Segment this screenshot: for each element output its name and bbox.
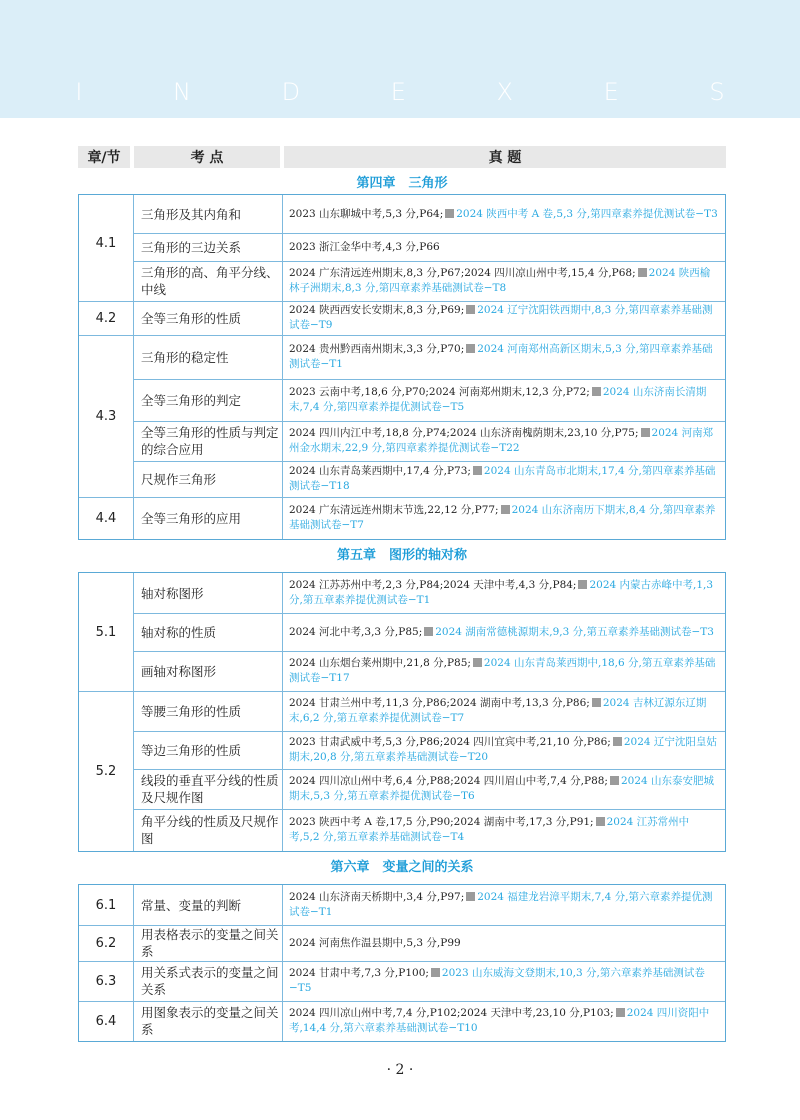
- chapter-title: 第五章 图形的轴对称: [336, 548, 467, 563]
- exam-plain: 2024 广东清远连州期末,8,3 分,P67;2024 四川凉山州中考,15,4 分,P68;: [289, 267, 636, 279]
- exam-cell: [283, 809, 725, 851]
- banner-letter: E: [390, 78, 406, 106]
- topic-cell: 全等三角形的性质与判定的综合应用: [133, 421, 283, 461]
- topic-cell: 用图象表示的变量之间关系: [133, 1001, 283, 1041]
- section-number: 6.3: [79, 961, 134, 1001]
- exam-link[interactable]: 2024 山东青岛莱西期中,18,6 分,第五章素养基础测试卷−T17: [289, 657, 716, 684]
- banner-letter: I: [75, 78, 83, 106]
- topic-cell: 常量、变量的判断: [133, 885, 283, 925]
- banner-letter: D: [281, 78, 301, 106]
- topic-cell: 三角形的三边关系: [133, 233, 283, 261]
- topic-cell: 三角形的稳定性: [133, 335, 283, 379]
- exam-plain: 2024 广东清远连州期末节选,22,12 分,P77;: [289, 504, 499, 516]
- exam-cell: [283, 195, 725, 233]
- topic-cell: 轴对称图形: [133, 573, 283, 613]
- table-header: [78, 146, 726, 168]
- topic-cell: 全等三角形的判定: [133, 379, 283, 421]
- exam-cell: [283, 613, 725, 651]
- tag-icon: [638, 268, 647, 277]
- exam-plain: 2024 山东青岛莱西期中,17,4 分,P73;: [289, 465, 471, 477]
- banner-letter: S: [709, 78, 725, 106]
- topic-cell: 全等三角形的应用: [133, 497, 283, 539]
- section-number: 6.1: [79, 885, 134, 925]
- tag-icon: [641, 428, 650, 437]
- exam-plain: 2023 陕西中考 A 卷,17,5 分,P90;2024 湖南中考,17,3 分,P91;: [289, 816, 594, 828]
- exam-link[interactable]: 2024 山东济南历下期末,8,4 分,第四章素养基础测试卷−T7: [289, 504, 716, 531]
- banner-letter: E: [603, 78, 619, 106]
- exam-link[interactable]: 2024 内蒙古赤峰中考,1,3 分,第五章素养提优测试卷−T1: [289, 579, 714, 606]
- exam-link[interactable]: 2024 山东泰安肥城期末,5,3 分,第五章素养提优测试卷−T6: [289, 775, 715, 802]
- exam-cell: [283, 769, 725, 809]
- header-section: 章/节: [78, 146, 130, 168]
- exam-plain: 2024 陕西西安长安期末,8,3 分,P69;: [289, 304, 465, 316]
- exam-link[interactable]: 2024 福建龙岩漳平期末,7,4 分,第六章素养提优测试卷−T1: [289, 891, 713, 918]
- exam-cell: [283, 461, 725, 497]
- exam-cell: [283, 731, 725, 769]
- exam-cell: [283, 421, 725, 461]
- tag-icon: [578, 580, 587, 589]
- exam-cell: [283, 691, 725, 731]
- section-number: 5.2: [79, 691, 134, 851]
- exam-cell: [283, 379, 725, 421]
- topic-cell: 角平分线的性质及尺规作图: [133, 809, 283, 851]
- exam-cell: [283, 885, 725, 925]
- exam-plain: 2023 甘肃武威中考,5,3 分,P86;2024 四川宜宾中考,21,10 分,P86;: [289, 736, 611, 748]
- topic-cell: 用表格表示的变量之间关系: [133, 925, 283, 961]
- chapter-block: [78, 194, 726, 540]
- exam-cell: [283, 1001, 725, 1041]
- tag-icon: [466, 344, 475, 353]
- section-number: 6.2: [79, 925, 134, 961]
- topic-cell: 用关系式表示的变量之间关系: [133, 961, 283, 1001]
- section-number: 6.4: [79, 1001, 134, 1041]
- chapter-block: [78, 884, 726, 1042]
- exam-link[interactable]: 2023 山东威海文登期末,10,3 分,第六章素养基础测试卷−T5: [289, 967, 705, 994]
- header-topic: 考 点: [134, 146, 280, 168]
- exam-link[interactable]: 2024 山东济南长清期末,7,4 分,第四章素养提优测试卷−T5: [289, 386, 707, 413]
- tag-icon: [613, 737, 622, 746]
- exam-plain: 2024 甘肃中考,7,3 分,P100;: [289, 967, 429, 979]
- exam-link[interactable]: 2024 山东青岛市北期末,17,4 分,第四章素养基础测试卷−T18: [289, 465, 716, 492]
- tag-icon: [466, 305, 475, 314]
- tag-icon: [466, 892, 475, 901]
- exam-link[interactable]: 2024 江苏常州中考,5,2 分,第五章素养基础测试卷−T4: [289, 816, 690, 843]
- topic-cell: 三角形及其内角和: [133, 195, 283, 233]
- page-number: · 2 ·: [386, 1062, 414, 1078]
- topic-cell: 画轴对称图形: [133, 651, 283, 691]
- exam-plain: 2024 山东济南天桥期中,3,4 分,P97;: [289, 891, 465, 903]
- exam-cell: [283, 335, 725, 379]
- exam-plain: 2024 甘肃兰州中考,11,3 分,P86;2024 湖南中考,13,3 分,P86;: [289, 697, 590, 709]
- tag-icon: [445, 209, 454, 218]
- section-number: 4.1: [79, 195, 134, 291]
- tag-icon: [473, 658, 482, 667]
- exam-plain: 2024 山东烟台莱州期中,21,8 分,P85;: [289, 657, 471, 669]
- tag-icon: [610, 776, 619, 785]
- exam-plain: 2024 四川凉山州中考,6,4 分,P88;2024 四川眉山中考,7,4 分,P88;: [289, 775, 608, 787]
- header-exam: 真 题: [284, 146, 726, 168]
- section-number: 4.2: [79, 301, 134, 335]
- exam-link[interactable]: 2024 陕西中考 A 卷,5,3 分,第四章素养提优测试卷−T3: [456, 207, 718, 220]
- banner-letters: [0, 78, 800, 106]
- topic-cell: 轴对称的性质: [133, 613, 283, 651]
- chapter-title: 第六章 变量之间的关系: [330, 860, 474, 875]
- topic-cell: 等边三角形的性质: [133, 731, 283, 769]
- exam-link[interactable]: 2024 河南郑州金水期末,22,9 分,第四章素养提优测试卷−T22: [289, 427, 714, 454]
- exam-plain: 2023 山东聊城中考,5,3 分,P64;: [289, 207, 444, 220]
- tag-icon: [501, 505, 510, 514]
- exam-plain: 2024 河南焦作温县期中,5,3 分,P99: [289, 936, 461, 949]
- exam-link[interactable]: 2024 河南郑州高新区期末,5,3 分,第四章素养基础测试卷−T1: [289, 343, 713, 370]
- banner: [0, 0, 800, 118]
- exam-plain: 2024 江苏苏州中考,2,3 分,P84;2024 天津中考,4,3 分,P84;: [289, 579, 577, 591]
- tag-icon: [592, 698, 601, 707]
- section-number: 4.4: [79, 497, 134, 539]
- exam-cell: [283, 961, 725, 1001]
- chapter-title: 第四章 三角形: [356, 176, 448, 191]
- exam-cell: [283, 573, 725, 613]
- chapter-block: [78, 572, 726, 852]
- exam-link[interactable]: 2024 四川资阳中考,14,4 分,第六章素养基础测试卷−T10: [289, 1007, 710, 1034]
- tag-icon: [431, 968, 440, 977]
- exam-link[interactable]: 2024 辽宁沈阳皇姑期末,20,8 分,第五章素养基础测试卷−T20: [289, 736, 717, 763]
- tag-icon: [596, 817, 605, 826]
- tag-icon: [424, 627, 433, 636]
- banner-letter: X: [496, 78, 513, 106]
- exam-link[interactable]: 2024 辽宁沈阳铁西期中,8,3 分,第四章素养基础测试卷−T9: [289, 304, 713, 331]
- topic-cell: 线段的垂直平分线的性质及尺规作图: [133, 769, 283, 809]
- exam-plain: 2024 四川凉山州中考,7,4 分,P102;2024 天津中考,23,10 分,P103;: [289, 1007, 614, 1019]
- exam-cell: [283, 233, 725, 261]
- section-number: 4.3: [79, 335, 134, 497]
- exam-cell: [283, 925, 725, 961]
- exam-plain: 2023 浙江金华中考,4,3 分,P66: [289, 240, 440, 253]
- tag-icon: [592, 387, 601, 396]
- topic-cell: 全等三角形的性质: [133, 301, 283, 335]
- banner-letter: N: [173, 78, 191, 106]
- exam-cell: [283, 261, 725, 301]
- section-number: 5.1: [79, 573, 134, 691]
- exam-cell: [283, 651, 725, 691]
- exam-plain: 2024 贵州黔西南州期末,3,3 分,P70;: [289, 343, 465, 355]
- section-spacer: [79, 291, 134, 301]
- exam-cell: [283, 497, 725, 539]
- exam-link[interactable]: 2024 吉林辽源东辽期末,6,2 分,第五章素养提优测试卷−T7: [289, 697, 707, 724]
- exam-cell: [283, 301, 725, 335]
- tag-icon: [616, 1008, 625, 1017]
- exam-link[interactable]: 2024 陕西榆林子洲期末,8,3 分,第四章素养基础测试卷−T8: [289, 267, 711, 294]
- exam-plain: 2023 云南中考,18,6 分,P70;2024 河南郑州期末,12,3 分,P72;: [289, 386, 590, 398]
- topic-cell: 三角形的高、角平分线、中线: [133, 261, 283, 301]
- topic-cell: 等腰三角形的性质: [133, 691, 283, 731]
- exam-link[interactable]: 2024 湖南常德桃源期末,9,3 分,第五章素养基础测试卷−T3: [435, 625, 714, 638]
- exam-plain: 2024 四川内江中考,18,8 分,P74;2024 山东济南槐荫期末,23,10 分,P75;: [289, 427, 639, 439]
- topic-cell: 尺规作三角形: [133, 461, 283, 497]
- tag-icon: [473, 466, 482, 475]
- exam-plain: 2024 河北中考,3,3 分,P85;: [289, 625, 423, 638]
